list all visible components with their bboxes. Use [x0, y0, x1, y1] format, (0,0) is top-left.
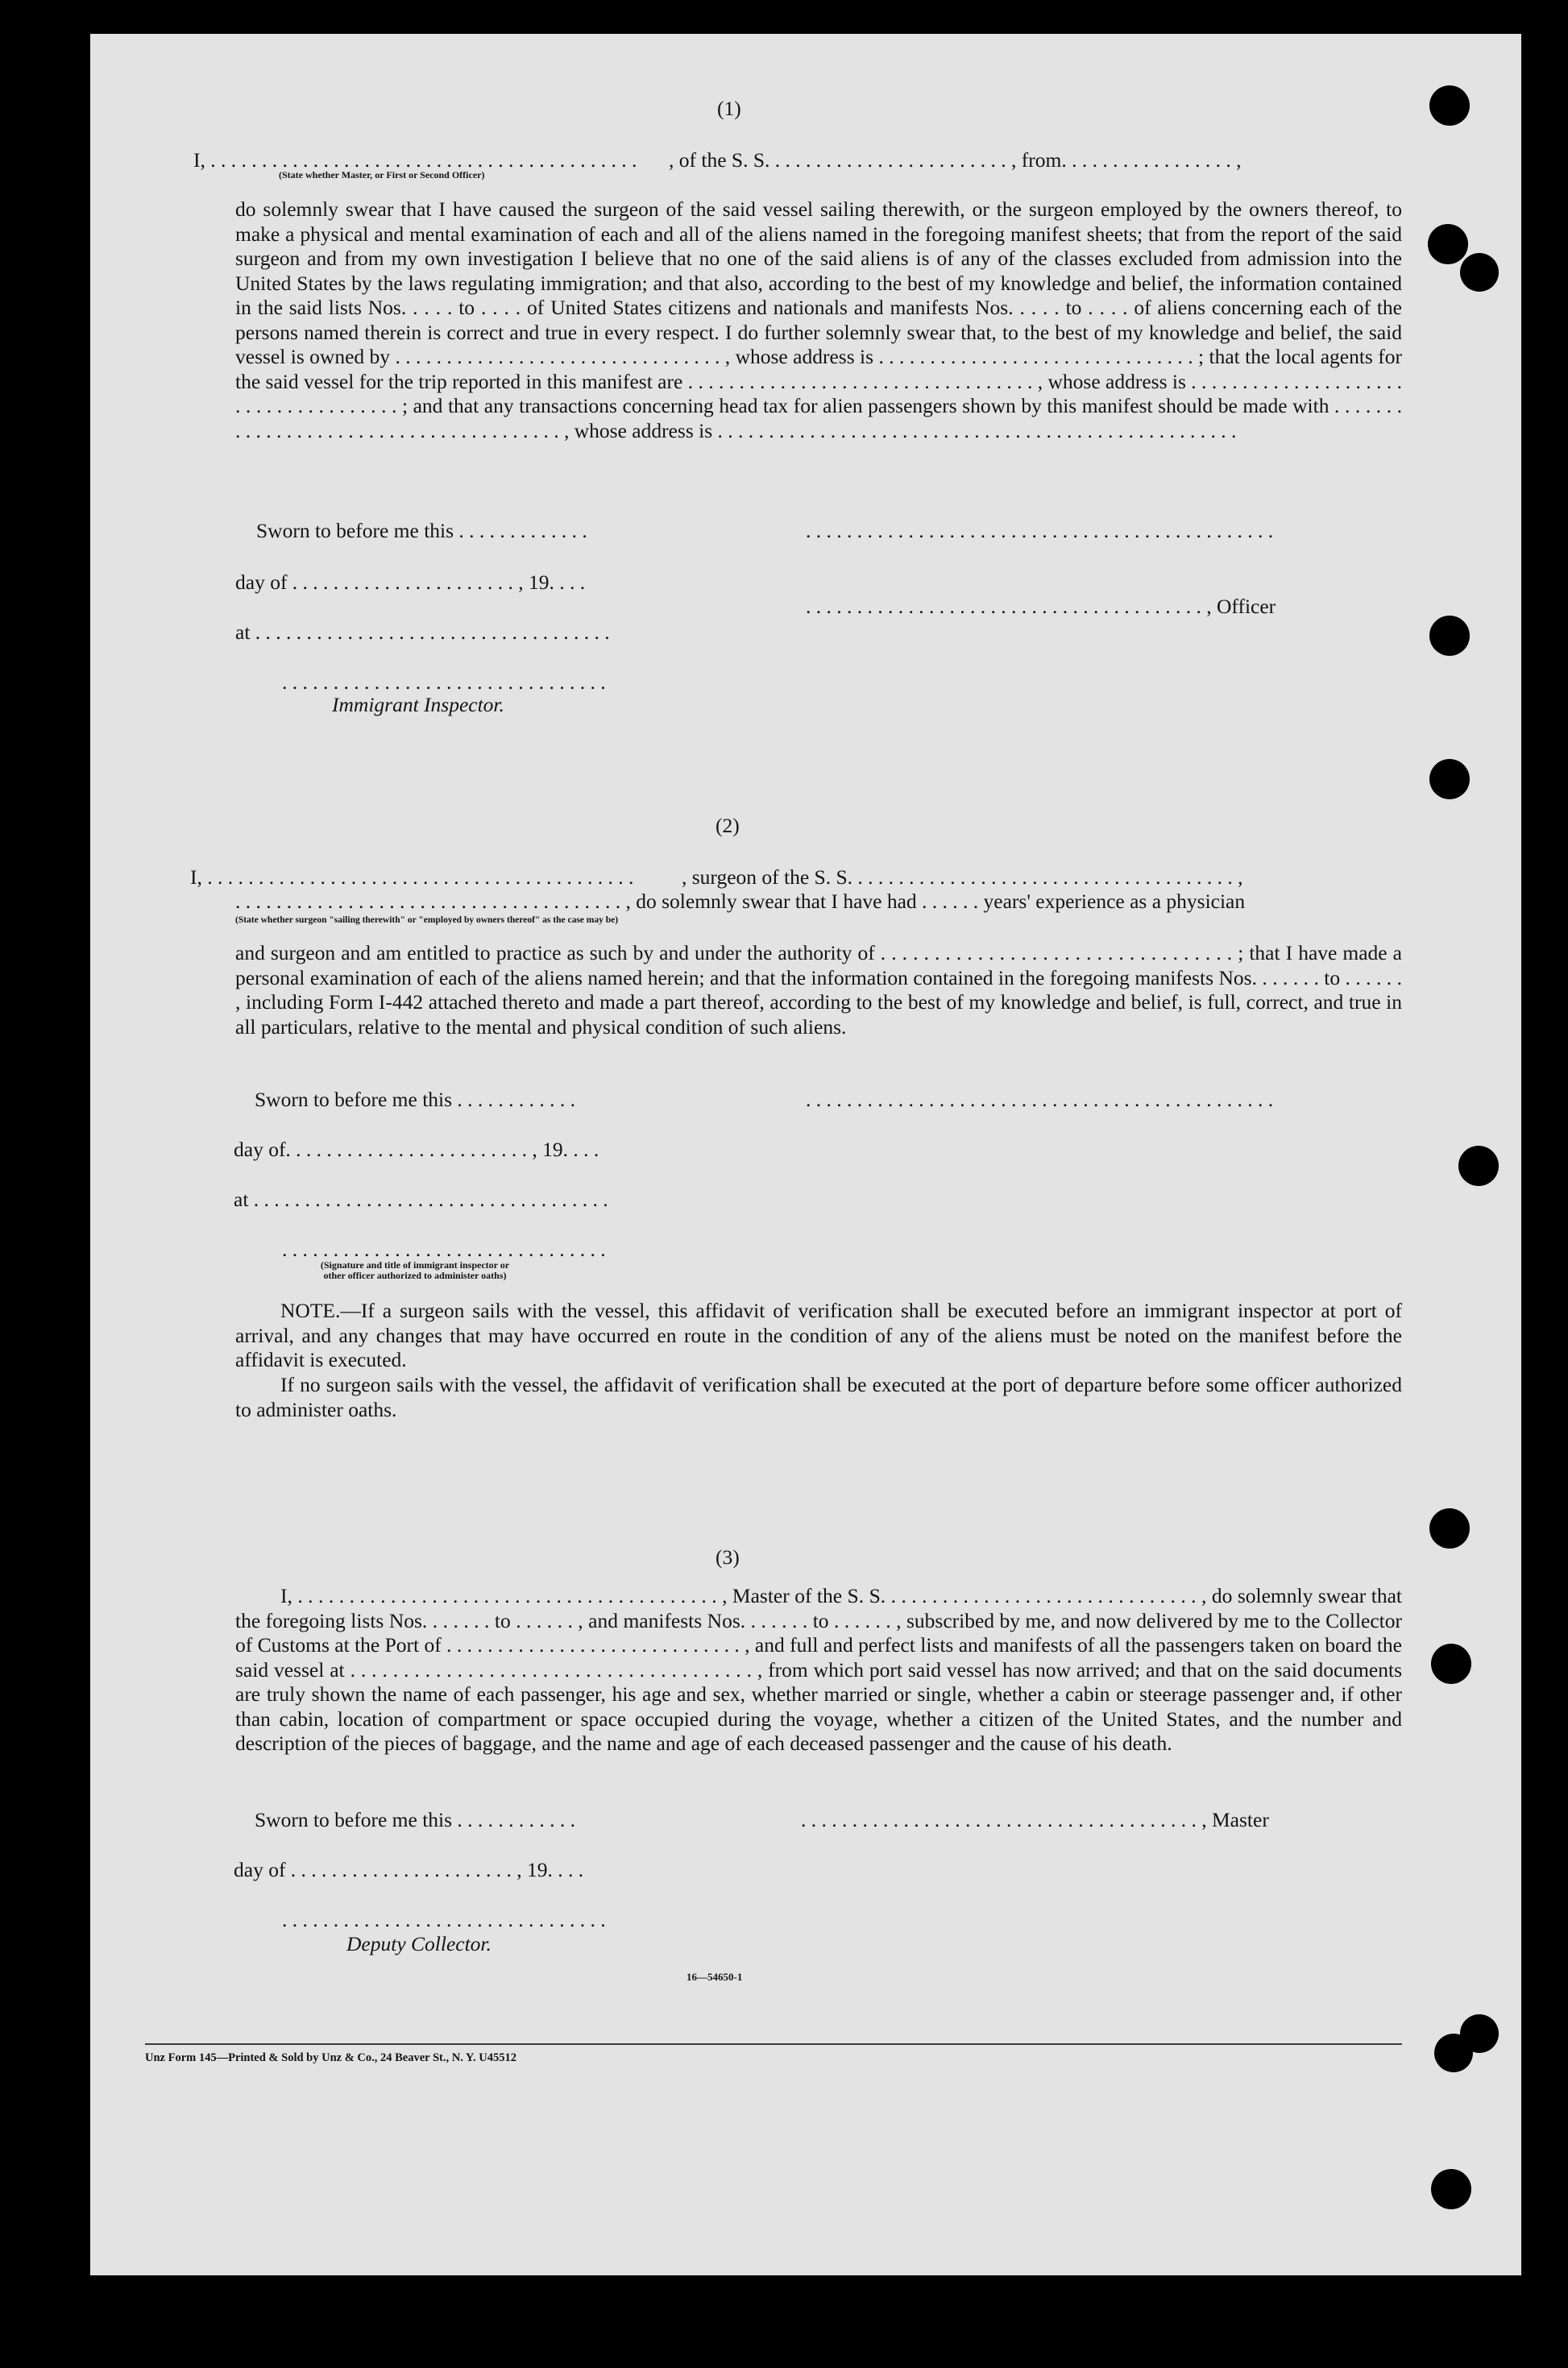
- section-3-collector-dots: . . . . . . . . . . . . . . . . . . . . . . . . . . . . . . . .: [282, 1908, 606, 1931]
- section-2-surgeon-note: (State whether surgeon "sailing therewith" or "employed by owners thereof" as the case may be): [235, 915, 619, 925]
- section-1-body: do solemnly swear that I have caused the surgeon of the said vessel sailing therewith, or the surgeon employed by the owners thereof, to make a physical and mental examination of each and all of the aliens named in the foregoing manifest sheets; that from the report of the said surgeon and from my own investigation I believe that no one of the said aliens is of any of the classes excluded from admission into the United States by the laws regulating immigration; and that also, according to the best of my knowledge and belief, the information contained in the said lists Nos. . . . . to . . . . of United States citizens and nationals and manifests Nos. . . . . to . . . . of aliens concerning each of the persons named therein is correct and true in every respect. I do further solemnly swear that, to the best of my knowledge and belief, the said vessel is owned by . . . . . . . . . . . . . . . . . . . . . . . . . . . . . . . . , whose address is . . . . . . . . . . . . . . . . . . . . . . . . . . . . . . . ; that the local agents for the said vessel for the trip reported in this manifest are . . . . . . . . . . . . . . . . . . . . . . . . . . . . . . . . . . , whose address is . . . . . . . . . . . . . . . . . . . . . . . . . . . . . . . . . . . . . ; and that any transactions concerning head tax for alien passengers shown by this manifest should be made with . . . . . . . . . . . . . . . . . . . . . . . . . . . . . . . . . . . . . . . , whose address is . . . . . . . . . . . . . . . . . . . . . . . . . . . . . . . . . . . . . . . . . . . . . . . . . . .: [235, 197, 1402, 442]
- printer-footer: Unz Form 145—Printed & Sold by Unz & Co., 24 Beaver St., N. Y. U45512: [145, 2051, 517, 2064]
- section-3-master: . . . . . . . . . . . . . . . . . . . . . . . . . . . . . . . . . . . . . . . , Master: [801, 1808, 1269, 1831]
- footer-rule: [145, 2043, 1402, 2045]
- section-1-officer: . . . . . . . . . . . . . . . . . . . . . . . . . . . . . . . . . . . . . . . , Officer: [806, 595, 1276, 618]
- section-2-day: day of. . . . . . . . . . . . . . . . . . . . . . . . , 19. . . .: [234, 1138, 599, 1161]
- punch-hole: [1429, 85, 1470, 126]
- section-3-number: (3): [716, 1545, 740, 1569]
- section-3-body: I, . . . . . . . . . . . . . . . . . . . . . . . . . . . . . . . . . . . . . . . . . , Master of the S. S. . . . . . . . . . . . . . . . . . . . . . . . . . . . . . . , do solemnly swear that the foregoing lists Nos. . . . . . . to . . . . . . , and manifests Nos. . . . . . . to . . . . . . , subscribed by me, and now delivered by me to the Collector of Customs at the Port of . . . . . . . . . . . . . . . . . . . . . . . . . . . . . , and full and perfect lists and manifests of all the passengers taken on board the said vessel at . . . . . . . . . . . . . . . . . . . . . . . . . . . . . . . . . . . . . . , from which port said vessel has now arrived; and that on the said documents are truly shown the name of each passenger, his age and sex, whether married or single, whether a cabin or steerage passenger and, if other than cabin, location of compartment or space occupied during the voyage, whether a citizen of the United States, and the number and description of the pieces of baggage, and the name and age of each deceased passenger and the cause of his death.: [235, 1584, 1402, 1755]
- section-2-line-2: . . . . . . . . . . . . . . . . . . . . . . . . . . . . . . . . . . . . . . , do solemnly swear that I have had . . . . . . years' experience as a physician: [235, 890, 1246, 913]
- section-2-signature-dots: . . . . . . . . . . . . . . . . . . . . . . . . . . . . . . . . . . . . . . . . . . . . . .: [806, 1088, 1274, 1111]
- section-2-sworn: Sworn to before me this . . . . . . . . . . . .: [255, 1088, 576, 1111]
- document-page: [90, 34, 1521, 2275]
- punch-hole: [1434, 2034, 1473, 2072]
- section-1-at: at . . . . . . . . . . . . . . . . . . . . . . . . . . . . . . . . . . .: [235, 620, 610, 644]
- section-2-note-2: If no surgeon sails with the vessel, the affidavit of verification shall be executed at the port of departure before some officer authorized to administer oaths.: [235, 1373, 1402, 1421]
- section-1-line-1-left: I, . . . . . . . . . . . . . . . . . . . . . . . . . . . . . . . . . . . . . . . . . .: [193, 148, 637, 172]
- punch-hole: [1429, 616, 1470, 656]
- section-2-signature-note-2: other officer authorized to administer oaths): [323, 1270, 507, 1281]
- section-1-line-1-right: , of the S. S. . . . . . . . . . . . . . . . . . . . . . . . , from. . . . . . . . . . . . . . . . . ,: [669, 148, 1242, 172]
- section-1-signature-dots: . . . . . . . . . . . . . . . . . . . . . . . . . . . . . . . . . . . . . . . . . . . . . .: [806, 519, 1274, 542]
- section-3-day: day of . . . . . . . . . . . . . . . . . . . . . . , 19. . . .: [234, 1858, 584, 1881]
- section-2-number: (2): [716, 814, 740, 837]
- section-1-day: day of . . . . . . . . . . . . . . . . . . . . . . , 19. . . .: [235, 570, 586, 594]
- section-2-signature-note-1: (Signature and title of immigrant inspector or: [320, 1259, 510, 1271]
- section-1-inspector-title: Immigrant Inspector.: [332, 693, 504, 716]
- section-3-sworn: Sworn to before me this . . . . . . . . . . . .: [255, 1808, 576, 1831]
- punch-hole: [1458, 1146, 1499, 1186]
- section-2-inspector-dots: . . . . . . . . . . . . . . . . . . . . . . . . . . . . . . . .: [282, 1238, 606, 1261]
- punch-hole: [1460, 253, 1499, 292]
- punch-hole: [1429, 1508, 1470, 1549]
- section-2-note-1: NOTE.—If a surgeon sails with the vessel, this affidavit of verification shall be executed before an immigrant inspector at port of arrival, and any changes that may have occurred en route in the condition of any of the aliens must be noted on the manifest before the affidavit is executed.: [235, 1299, 1402, 1371]
- section-1-sworn: Sworn to before me this . . . . . . . . . . . . .: [256, 519, 587, 542]
- punch-hole: [1428, 224, 1468, 264]
- section-2-at: at . . . . . . . . . . . . . . . . . . . . . . . . . . . . . . . . . . .: [234, 1188, 608, 1211]
- section-2-line-1-left: I, . . . . . . . . . . . . . . . . . . . . . . . . . . . . . . . . . . . . . . . . . .: [190, 865, 634, 889]
- section-3-collector-title: Deputy Collector.: [346, 1932, 492, 1955]
- punch-hole: [1431, 1644, 1471, 1684]
- form-code: 16—54650-1: [687, 1971, 743, 1983]
- section-2-body: and surgeon and am entitled to practice as such by and under the authority of . . . . . . . . . . . . . . . . . . . . . . . . . . . . . . . . . ; that I have made a personal examination of each of the aliens named herein; and that the information contained in the foregoing manifests Nos. . . . . . . to . . . . . . , including Form I-442 attached thereto and made a part thereof, according to the best of my knowledge and belief, is full, correct, and true in all particulars, relative to the mental and physical condition of such aliens.: [235, 941, 1402, 1039]
- section-1-rank-note: (State whether Master, or First or Second Officer): [279, 169, 485, 180]
- punch-hole: [1429, 759, 1470, 799]
- section-2-line-1-right: , surgeon of the S. S. . . . . . . . . . . . . . . . . . . . . . . . . . . . . . . . . . . . . . ,: [682, 865, 1243, 889]
- punch-hole: [1431, 2169, 1471, 2209]
- section-1-number: (1): [717, 97, 741, 120]
- section-1-inspector-dots: . . . . . . . . . . . . . . . . . . . . . . . . . . . . . . . .: [282, 670, 606, 694]
